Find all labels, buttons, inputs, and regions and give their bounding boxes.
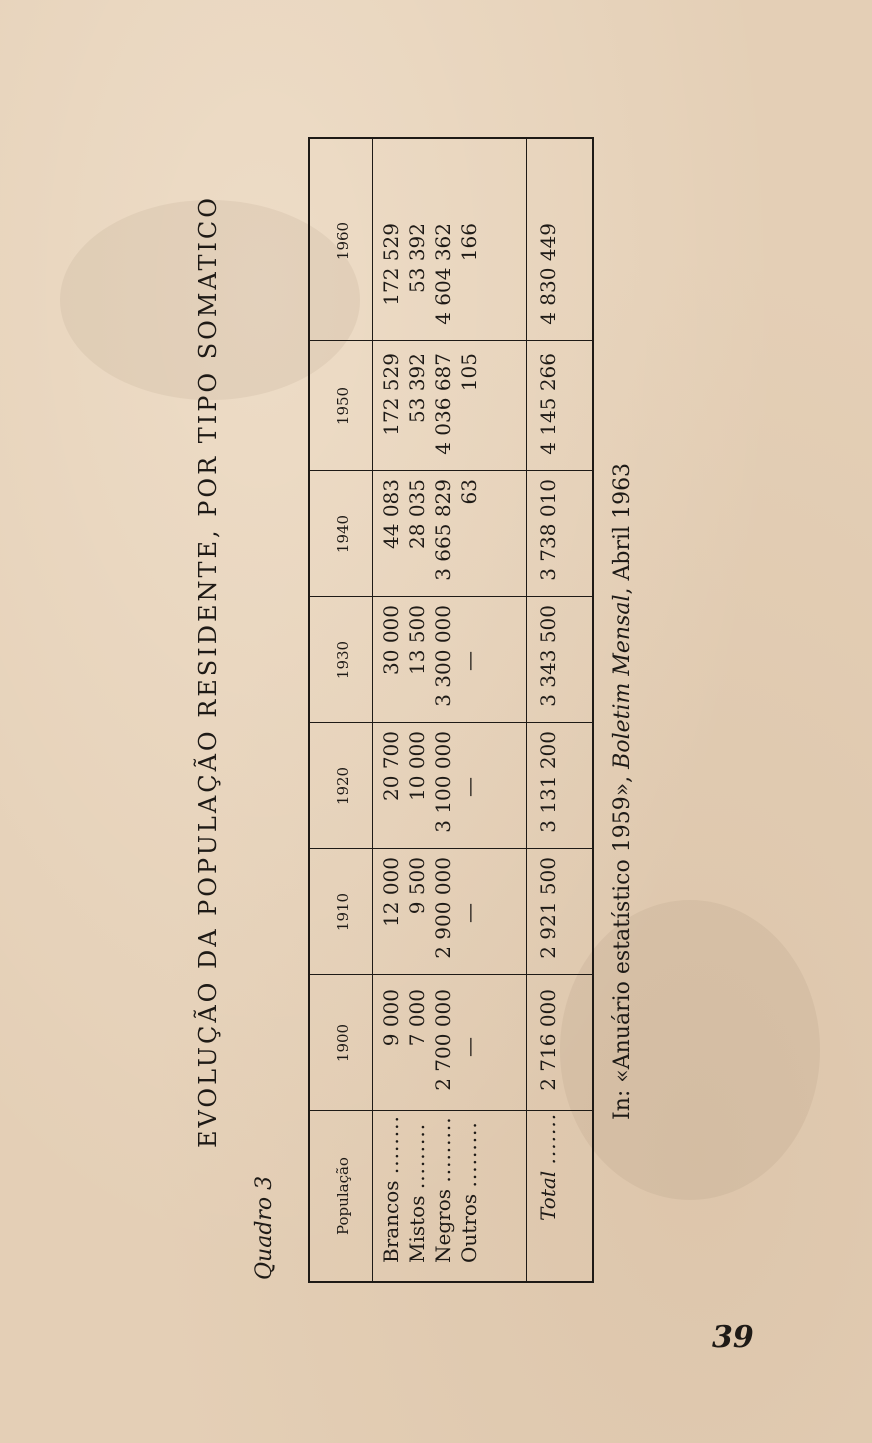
year-header: 1950 xyxy=(334,386,352,426)
column-1940: 44 083 28 035 3 665 829 63 xyxy=(379,479,481,581)
year-header: 1930 xyxy=(334,640,352,680)
column-1910: 12 000 9 500 2 900 000 — xyxy=(379,857,481,959)
total-1900: 2 716 000 xyxy=(536,989,560,1091)
row-label: Outros ......... xyxy=(457,1121,481,1263)
row-label: Brancos ........ xyxy=(379,1115,403,1263)
quadro-label: Quadro 3 xyxy=(252,1175,277,1280)
population-table xyxy=(308,137,594,1283)
column-1960: 172 529 53 392 4 604 362 166 xyxy=(379,223,481,325)
year-header: 1910 xyxy=(334,892,352,932)
row-label: Mistos ......... xyxy=(405,1122,429,1263)
column-1920: 20 700 10 000 3 100 000 — xyxy=(379,731,481,833)
row-header: População xyxy=(334,1157,352,1235)
column-1900: 9 000 7 000 2 700 000 — xyxy=(379,989,481,1091)
rotated-table-block xyxy=(194,0,792,1290)
total-1920: 3 131 200 xyxy=(536,731,560,833)
year-header: 1940 xyxy=(334,514,352,554)
table-title: EVOLUÇÃO DA POPULAÇÃO RESIDENTE, POR TIPO SOMATICO xyxy=(194,195,222,1148)
total-label: Total ....... xyxy=(536,1112,560,1221)
total-1960: 4 830 449 xyxy=(536,223,560,325)
year-header: 1900 xyxy=(334,1023,352,1063)
column-1930: 30 000 13 500 3 300 000 — xyxy=(379,605,481,707)
total-1910: 2 921 500 xyxy=(536,857,560,959)
total-1930: 3 343 500 xyxy=(536,605,560,707)
column-1950: 172 529 53 392 4 036 687 105 xyxy=(379,353,481,455)
row-label: Negros ......... xyxy=(431,1116,455,1263)
year-header: 1960 xyxy=(334,221,352,261)
total-1940: 3 738 010 xyxy=(536,479,560,581)
row-labels xyxy=(378,1115,482,1263)
source-note: In: «Anuário estatístico 1959», Boletim Mensal, Abril 1963 xyxy=(610,462,635,1120)
year-header: 1920 xyxy=(334,766,352,806)
total-1950: 4 145 266 xyxy=(536,353,560,455)
page-number: 39 xyxy=(712,1320,754,1355)
